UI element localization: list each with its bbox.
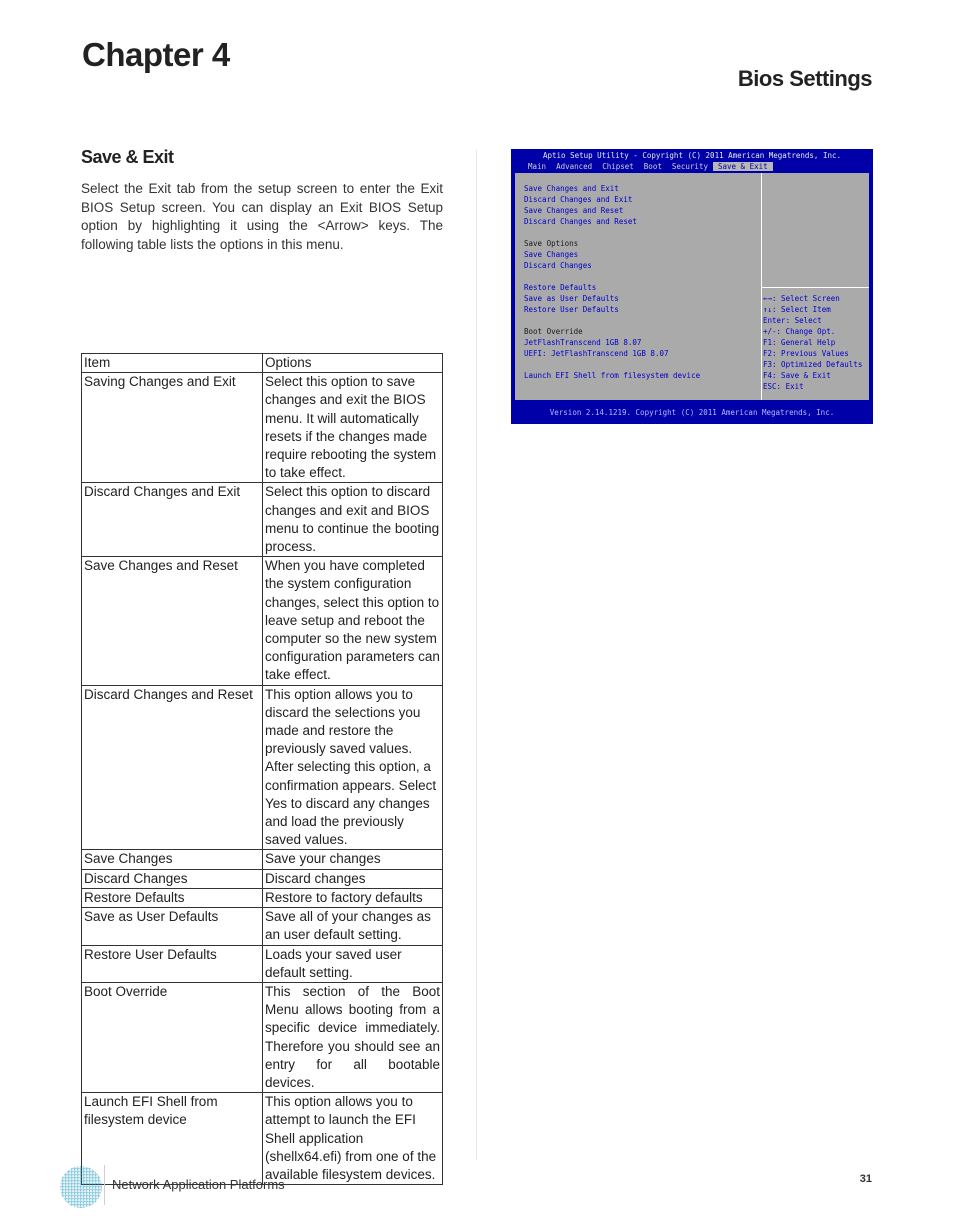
table-cell-item: Save as User Defaults xyxy=(82,908,263,945)
table-cell-item: Launch EFI Shell from filesystem device xyxy=(82,1093,263,1185)
bios-item-save-user-defaults[interactable]: Save as User Defaults xyxy=(524,294,619,303)
bios-footer: Version 2.14.1219. Copyright (C) 2011 American Megatrends, Inc. xyxy=(549,408,835,417)
table-cell-option: When you have completed the system configuration changes, select this option to leave setup and reboot the computer so the new system configuration parameters can take effect. xyxy=(263,557,443,685)
table-row xyxy=(82,1093,443,1185)
bios-tab-advanced[interactable]: Advanced xyxy=(556,162,593,171)
section-title: Bios Settings xyxy=(737,66,872,91)
table-cell-option: Restore to factory defaults xyxy=(263,888,443,907)
table-cell-option: Select this option to save changes and exit the BIOS menu. It will automatically resets if the changes made require rebooting the system to take effect. xyxy=(263,373,443,483)
table-row xyxy=(82,982,443,1092)
table-header-row xyxy=(82,354,443,373)
table-cell-item: Discard Changes and Exit xyxy=(82,483,263,557)
header-options: Options xyxy=(263,354,443,373)
header-item: Item xyxy=(82,354,263,373)
table-cell-option: Save all of your changes as an user default setting. xyxy=(263,908,443,945)
bios-screenshot xyxy=(511,149,873,424)
bios-help-line: F3: Optimized Defaults xyxy=(763,360,863,369)
globe-logo-icon xyxy=(58,1164,104,1210)
bios-item-jetflash[interactable]: JetFlashTranscend 1GB 8.07 xyxy=(524,338,642,347)
table-cell-option: This option allows you to attempt to launch the EFI Shell application (shellx64.efi) from one of the available filesystem devices. xyxy=(263,1093,443,1185)
bios-label-save-options: Save Options xyxy=(524,239,579,248)
bios-help-divider xyxy=(761,287,869,288)
table-cell-item: Save Changes and Reset xyxy=(82,557,263,685)
bios-item-restore-user-defaults[interactable]: Restore User Defaults xyxy=(524,305,619,314)
table-cell-option: Discard changes xyxy=(263,869,443,888)
table-row xyxy=(82,850,443,869)
bios-item-save-changes-exit[interactable]: Save Changes and Exit xyxy=(524,184,619,193)
table-row xyxy=(82,685,443,850)
bios-help-line: F1: General Help xyxy=(763,338,836,347)
table-row xyxy=(82,869,443,888)
bios-help-line: F4: Save & Exit xyxy=(763,371,831,380)
column-divider xyxy=(476,150,477,1160)
table-cell-item: Discard Changes xyxy=(82,869,263,888)
bios-item-restore-defaults[interactable]: Restore Defaults xyxy=(524,283,597,292)
bios-help-line: ←→: Select Screen xyxy=(763,294,840,303)
bios-item-discard-changes[interactable]: Discard Changes xyxy=(524,261,592,270)
table-row xyxy=(82,557,443,685)
bios-item-discard-changes-exit[interactable]: Discard Changes and Exit xyxy=(524,195,633,204)
bios-help-line: F2: Previous Values xyxy=(763,349,849,358)
table-row xyxy=(82,908,443,945)
table-cell-option: Loads your saved user default setting. xyxy=(263,945,443,982)
table-row xyxy=(82,483,443,557)
table-cell-item: Save Changes xyxy=(82,850,263,869)
bios-tab-security[interactable]: Security xyxy=(671,162,708,171)
table-row xyxy=(82,373,443,483)
bios-item-save-changes[interactable]: Save Changes xyxy=(524,250,579,259)
table-cell-item: Discard Changes and Reset xyxy=(82,685,263,850)
chapter-title: Chapter 4 xyxy=(82,36,230,73)
table-row xyxy=(82,888,443,907)
table-row xyxy=(82,945,443,982)
footer-text: Network Application Platforms xyxy=(112,1177,285,1192)
options-table xyxy=(81,353,443,1185)
bios-tab-main[interactable]: Main xyxy=(528,162,547,171)
bios-help-line: Enter: Select xyxy=(763,316,822,325)
page-number: 31 xyxy=(859,1173,872,1185)
bios-help-line: ↑↓: Select Item xyxy=(763,305,831,314)
bios-item-launch-efi-shell[interactable]: Launch EFI Shell from filesystem device xyxy=(524,371,701,380)
bios-tab-bar xyxy=(523,162,773,171)
bios-tab-chipset[interactable]: Chipset xyxy=(602,162,634,171)
footer-divider xyxy=(104,1165,105,1205)
bios-item-uefi-jetflash[interactable]: UEFI: JetFlashTranscend 1GB 8.07 xyxy=(524,349,669,358)
table-cell-item: Restore Defaults xyxy=(82,888,263,907)
table-cell-item: Boot Override xyxy=(82,982,263,1092)
table-cell-option: This option allows you to discard the selections you made and restore the previously saved values. After selecting this option, a confirmation appears. Select Yes to discard any changes and load the previously saved values. xyxy=(263,685,443,850)
table-cell-item: Restore User Defaults xyxy=(82,945,263,982)
bios-item-save-changes-reset[interactable]: Save Changes and Reset xyxy=(524,206,624,215)
table-cell-item: Saving Changes and Exit xyxy=(82,373,263,483)
bios-tab-save-exit[interactable]: Save & Exit xyxy=(713,162,773,171)
bios-item-discard-changes-reset[interactable]: Discard Changes and Reset xyxy=(524,217,637,226)
table-cell-option: This section of the Boot Menu allows booting from a specific device immediately. Therefore you should see an entry for all bootable devices. xyxy=(263,982,443,1092)
intro-paragraph: Select the Exit tab from the setup screen to enter the Exit BIOS Setup screen. You can display an Exit BIOS Setup option by highlighting it using the <Arrow> keys. The following table lists the options in this menu. xyxy=(81,181,443,252)
table-cell-option: Save your changes xyxy=(263,850,443,869)
bios-help-line: +/-: Change Opt. xyxy=(763,327,836,336)
bios-main-panel xyxy=(515,173,869,400)
bios-help-line: ESC: Exit xyxy=(763,382,804,391)
bios-tab-boot[interactable]: Boot xyxy=(643,162,662,171)
table-cell-option: Select this option to discard changes and exit and BIOS menu to continue the booting process. xyxy=(263,483,443,557)
bios-label-boot-override: Boot Override xyxy=(524,327,583,336)
sub-heading: Save & Exit xyxy=(81,147,174,167)
bios-title: Aptio Setup Utility - Copyright (C) 2011 American Megatrends, Inc. xyxy=(542,151,841,160)
